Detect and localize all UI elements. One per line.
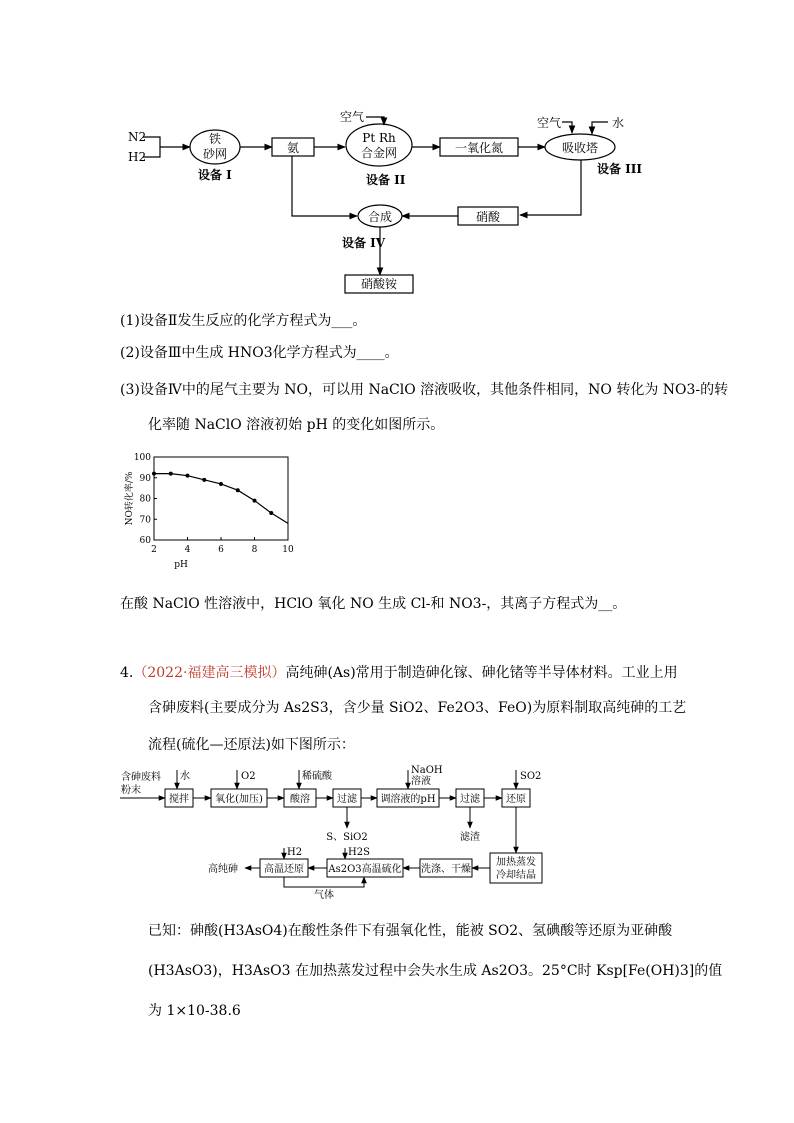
no-label: 一氧化氮 (454, 141, 504, 155)
h2s-label: H2S (348, 847, 370, 858)
h2-label: H2 (287, 847, 303, 858)
evap-label2: 冷却结晶 (496, 870, 536, 881)
filter2-label: 过滤 (460, 794, 480, 805)
y-tick-label: 90 (139, 473, 151, 484)
water-label: 水 (612, 116, 625, 130)
naoh-label2: 溶液 (411, 776, 431, 787)
dissolve-label: 酸溶 (290, 794, 310, 805)
s-sio2-label: S、SiO2 (326, 832, 368, 843)
pure-as-label: 高纯砷 (208, 864, 238, 875)
n2-label: N2 (128, 130, 147, 144)
ammonia-process-diagram (0, 0, 794, 300)
question-1: (1)设备Ⅱ发生反应的化学方程式为___。 (120, 313, 367, 329)
x-tick-label: 8 (251, 545, 258, 555)
wash-label: 洗涤、干燥 (421, 864, 471, 875)
data-point (152, 472, 156, 476)
x-tick-label: 4 (184, 545, 191, 555)
known-line2: (H3AsO3)，H3AsO3 在加热蒸发过程中会失水生成 As2O3。25°C时 Ksp[Fe(OH)3]的值 (148, 963, 723, 979)
h2-label: H2 (128, 150, 147, 164)
arsenic-process-diagram (0, 760, 794, 905)
q4-source: （2022·福建高三模拟） (133, 665, 286, 681)
adjust-ph-label: 调溶液的pH (380, 794, 436, 805)
equip1-label: 设备 I (198, 168, 232, 182)
sulfide-label: As2O3高温硫化 (328, 864, 402, 875)
q4-line1 (120, 663, 678, 683)
feed-label1: 含砷废料 (121, 772, 161, 783)
absorber-label: 吸收塔 (561, 141, 599, 155)
q4-line3: 流程(硫化—还原法)如下图所示： (148, 737, 355, 753)
equip3-label: 设备 III (597, 162, 643, 176)
data-point (169, 472, 173, 476)
ammonia-label: 氨 (286, 141, 300, 155)
evap-label1: 加热蒸发 (496, 857, 536, 868)
air1-label: 空气 (340, 110, 365, 124)
conversion-curve (154, 474, 288, 524)
naoh-label1: NaOH (411, 765, 443, 776)
chart-plot-frame (154, 457, 288, 540)
high-temp-reduce-label: 高温还原 (264, 864, 304, 875)
y-tick-label: 100 (133, 453, 151, 463)
gas-label: 气体 (314, 890, 334, 901)
question-3-tail: 在酸 NaClO 性溶液中，HClO 氧化 NO 生成 Cl-和 NO3-，其离子方程式为__。 (120, 596, 627, 612)
question-3-line2: 化率随 NaClO 溶液初始 pH 的变化如图所示。 (148, 417, 445, 433)
q4-number: 4. (120, 665, 134, 681)
reduce-label: 还原 (506, 794, 526, 805)
acid-label: 稀硫酸 (302, 771, 332, 782)
water-label: 水 (180, 771, 190, 782)
product-label: 硝酸铵 (360, 277, 398, 291)
iron-gauze-label1: 铁 (208, 132, 222, 146)
known-line3: 为 1×10-38.6 (148, 1003, 241, 1019)
synth-label: 合成 (367, 210, 393, 224)
nitric-label: 硝酸 (475, 210, 501, 224)
no-conversion-chart (118, 445, 308, 575)
stir-label: 搅拌 (169, 794, 189, 805)
data-point (269, 511, 273, 515)
ptrh-label1: Pt Rh (362, 131, 396, 145)
o2-label: O2 (241, 771, 256, 782)
question-2: (2)设备Ⅲ中生成 HNO3化学方程式为____。 (120, 345, 399, 361)
air2-label: 空气 (537, 116, 562, 130)
data-point (186, 474, 190, 478)
y-axis-label: NO转化率/% (125, 471, 135, 526)
filter1-label: 过滤 (337, 794, 357, 805)
question-3-line1: (3)设备Ⅳ中的尾气主要为 NO，可以用 NaClO 溶液吸收，其他条件相同，NO 转化为 NO3-的转 (120, 382, 729, 398)
data-point (219, 482, 223, 486)
so2-label: SO2 (520, 771, 542, 782)
feed-label2: 粉末 (121, 785, 141, 796)
y-tick-label: 60 (139, 536, 151, 546)
q4-line1-text: 高纯砷(As)常用于制造砷化镓、砷化锗等半导体材料。工业上用 (285, 665, 678, 681)
q4-line2: 含砷废料(主要成分为 As2S3，含少量 SiO2、Fe2O3、FeO)为原料制取高纯砷的工艺 (148, 700, 687, 716)
x-axis-label: pH (174, 560, 188, 570)
known-line1: 已知：砷酸(H3AsO4)在酸性条件下有强氧化性，能被 SO2、氢碘酸等还原为亚砷酸 (148, 923, 673, 939)
x-tick-label: 2 (151, 545, 157, 555)
equip4-label: 设备 IV (342, 236, 386, 250)
ptrh-label2: 合金网 (360, 146, 398, 160)
oxidize-label: 氧化(加压) (215, 794, 263, 805)
x-tick-label: 6 (218, 545, 224, 555)
data-point (202, 478, 206, 482)
y-tick-label: 70 (139, 515, 151, 526)
y-tick-label: 80 (139, 494, 151, 505)
equip2-label: 设备 II (366, 173, 406, 187)
residue-label: 滤渣 (460, 832, 480, 843)
x-tick-label: 10 (282, 545, 294, 555)
data-point (253, 499, 257, 503)
iron-gauze-label2: 砂网 (202, 147, 228, 161)
data-point (236, 488, 240, 492)
